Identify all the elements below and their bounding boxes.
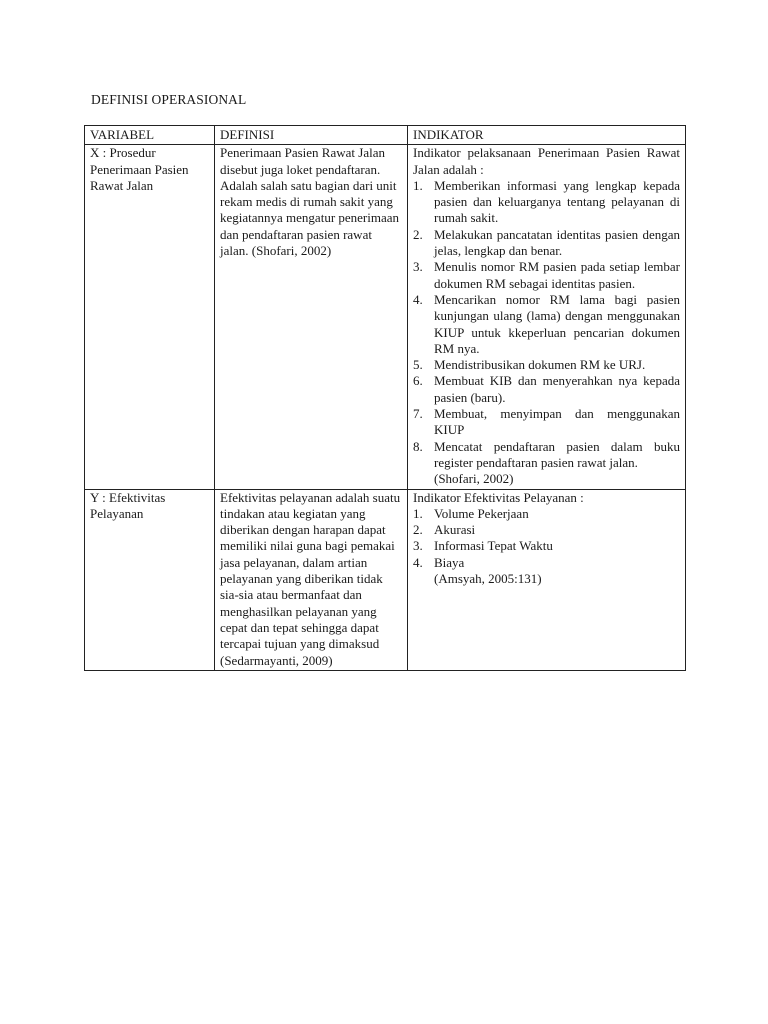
table-header-row — [85, 126, 686, 145]
header-indikator: INDIKATOR — [408, 126, 686, 145]
list-item: 5. Mendistribusikan dokumen RM ke URJ. — [413, 357, 646, 373]
definisi-operasional-table — [84, 125, 686, 671]
list-item: 7. Membuat, menyimpan dan menggunakan KIUP — [413, 406, 680, 438]
list-item: 4. Biaya — [413, 554, 465, 570]
definisi-cell: Efektivitas pelayanan adalah suatu tindakan atau kegiatan yang diberikan dengan harapan dapat memiliki nilai guna bagi pemakai jasa pelayanan, dalam artian pelayanan yang diberikan tidak sia-sia atau bermanfaat dan menghasilkan pelayanan yang cepat dan tepat sehingga dapat tercapai tujuan yang dimaksud (Sedarmayanti, 2009) — [215, 489, 408, 670]
indikator-cell — [408, 145, 686, 489]
list-item: 6. Membuat KIB dan menyerahkan nya kepada pasien (baru). — [413, 373, 680, 405]
list-item: 1. Volume Pekerjaan — [413, 505, 529, 521]
definisi-cell: Penerimaan Pasien Rawat Jalan disebut juga loket pendaftaran. Adalah salah satu bagian dari unit rekam medis di rumah sakit yang kegiatannya mengatur penerimaan dan pendaftaran pasien rawat jalan. (Shofari, 2002) — [215, 145, 408, 489]
table-row — [85, 145, 686, 489]
variabel-cell: X : Prosedur Penerimaan Pasien Rawat Jalan — [85, 145, 215, 489]
indikator-source: (Amsyah, 2005:131) — [434, 571, 542, 587]
indikator-source: (Shofari, 2002) — [434, 471, 514, 487]
list-item: 4. Mencarikan nomor RM lama bagi pasien kunjungan ulang (lama) dengan menggunakan KIUP untuk kkeperluan pencarian dokumen RM nya. — [413, 291, 680, 356]
list-item: 2. Melakukan pancatatan identitas pasien dengan jelas, lengkap dan benar. — [413, 226, 680, 259]
header-variabel: VARIABEL — [85, 126, 215, 145]
page-title: DEFINISI OPERASIONAL — [91, 92, 247, 107]
indikator-list — [413, 178, 680, 471]
list-item: 1. Memberikan informasi yang lengkap kepada pasien dan keluarganya tentang pelayanan di rumah sakit. — [413, 177, 680, 226]
list-item: 2. Akurasi — [413, 522, 476, 538]
indikator-list — [413, 506, 680, 571]
list-item: 8. Mencatat pendaftaran pasien dalam buku register pendaftaran pasien rawat jalan. — [413, 438, 680, 470]
header-definisi: DEFINISI — [215, 126, 408, 145]
indikator-intro: Indikator Efektivitas Pelayanan : — [413, 489, 584, 505]
table-row — [85, 489, 686, 670]
list-item: 3. Menulis nomor RM pasien pada setiap lembar dokumen RM sebagai identitas pasien. — [413, 259, 680, 291]
variabel-cell: Y : Efektivitas Pelayanan — [85, 489, 215, 670]
list-item: 3. Informasi Tepat Waktu — [413, 538, 553, 554]
indikator-intro: Indikator pelaksanaan Penerimaan Pasien Rawat Jalan adalah : — [413, 145, 680, 177]
indikator-cell — [408, 489, 686, 670]
